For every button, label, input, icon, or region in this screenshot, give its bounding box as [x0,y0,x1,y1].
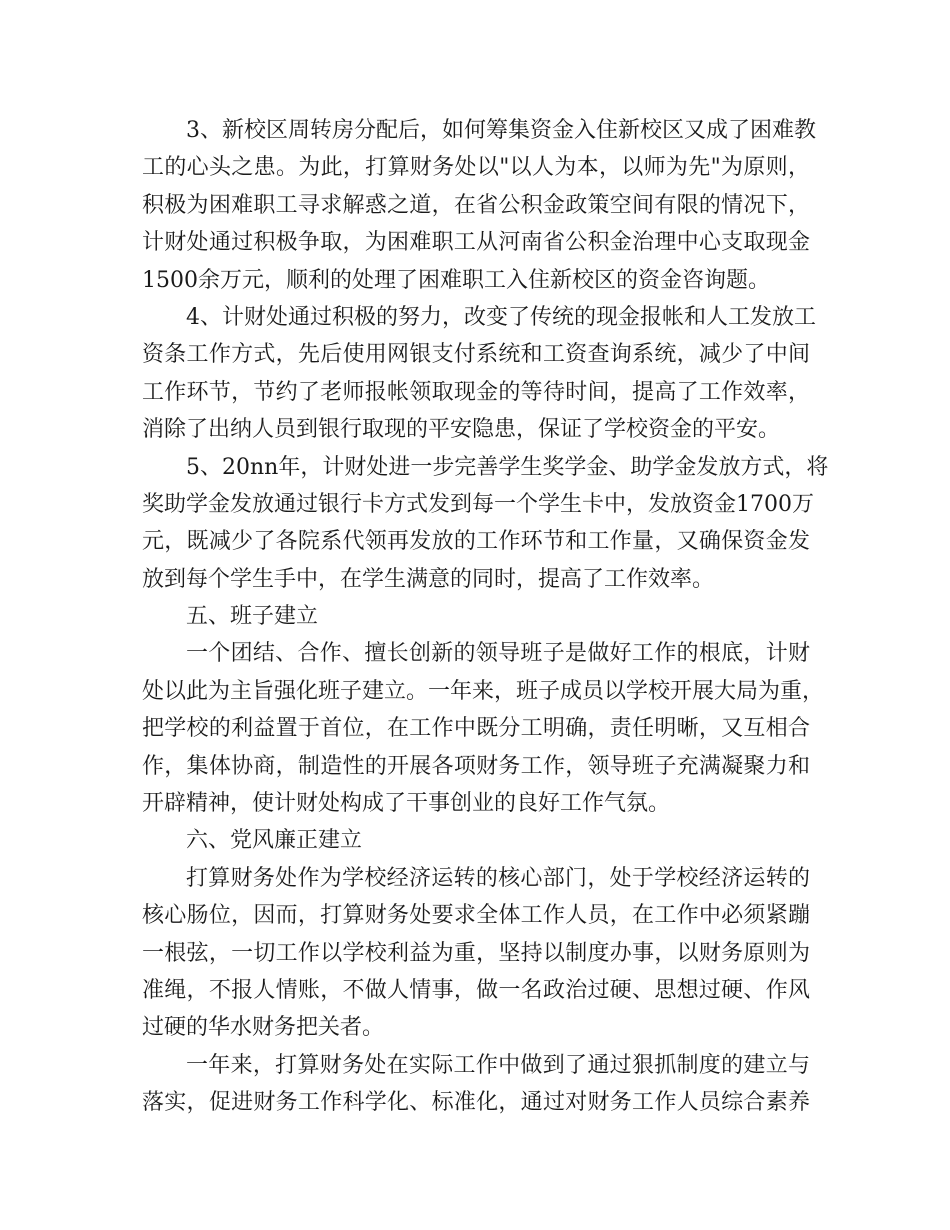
document-body [142,112,829,1122]
text-line: 作，集体协商，制造性的开展各项财务工作，领导班子充满凝聚力和 [142,753,810,779]
text-line: 一年来，打算财务处在实际工作中做到了通过狠抓制度的建立与 [186,1052,810,1078]
text-line: 打算财务处作为学校经济运转的核心部门，处于学校经济运转的 [186,865,810,891]
text-line: 处以此为主旨强化班子建立。一年来，班子成员以学校开展大局为重， [142,678,825,704]
text-line: 核心肠位，因而，打算财务处要求全体工作人员，在工作中必须紧蹦 [142,903,810,929]
heading-text: 五、班子建立 [186,604,319,630]
text-line: 一根弦，一切工作以学校利益为重，坚持以制度办事，以财务原则为 [142,940,810,966]
text-line: 积极为困难职工寻求解惑之道，在省公积金政策空间有限的情况下， [142,192,810,218]
text-line: 把学校的利益置于首位，在工作中既分工明确，责任明晰，又互相合 [142,716,810,742]
section-heading [142,822,810,859]
section-heading [142,598,810,635]
text-line: 过硬的华水财务把关者。 [142,1015,385,1041]
heading-text: 六、党风廉正建立 [186,828,363,854]
paragraph [142,299,816,449]
text-line: 一个团结、合作、擅长创新的领导班子是做好工作的根底，计财 [186,641,810,667]
paragraph [142,860,810,1047]
text-line: 元，既减少了各院系代领再发放的工作环节和工作量，又确保资金发 [142,529,810,555]
text-line: 开辟精神，使计财处构成了干事创业的良好工作气氛。 [142,791,671,817]
text-line: 计财处通过积极争取，为困难职工从河南省公积金治理中心支取现金 [142,230,810,256]
text-line: 1500余万元，顺利的处理了困难职工入住新校区的资金咨询题。 [142,267,770,293]
text-line: 准绳，不报人情账，不做人情事，做一名政治过硬、思想过硬、作风 [142,977,810,1003]
text-line: 工作环节，节约了老师报帐领取现金的等待时间，提高了工作效率， [142,379,810,405]
text-line: 消除了出纳人员到银行取现的平安隐患，保证了学校资金的平安。 [142,417,781,443]
text-line: 资条工作方式，先后使用网银支付系统和工资查询系统，减少了中间 [142,342,810,368]
text-line: 4、计财处通过积极的努力，改变了传统的现金报帐和人工发放工 [186,304,816,330]
text-line: 5、20nn年，计财处进一步完善学生奖学金、助学金发放方式，将 [186,454,829,480]
text-line: 工的心头之患。为此，打算财务处以"以人为本，以师为先"为原则， [142,155,810,181]
paragraph [142,1047,810,1122]
paragraph [142,635,825,822]
text-line: 落实，促进财务工作科学化、标准化，通过对财务工作人员综合素养 [142,1090,810,1116]
paragraph [142,449,829,599]
text-line: 奖助学金发放通过银行卡方式发到每一个学生卡中，发放资金1700万 [142,491,814,517]
text-line: 3、新校区周转房分配后，如何筹集资金入住新校区又成了困难教 [186,118,816,143]
text-line: 放到每个学生手中，在学生满意的同时，提高了工作效率。 [142,566,715,592]
paragraph [142,112,816,299]
